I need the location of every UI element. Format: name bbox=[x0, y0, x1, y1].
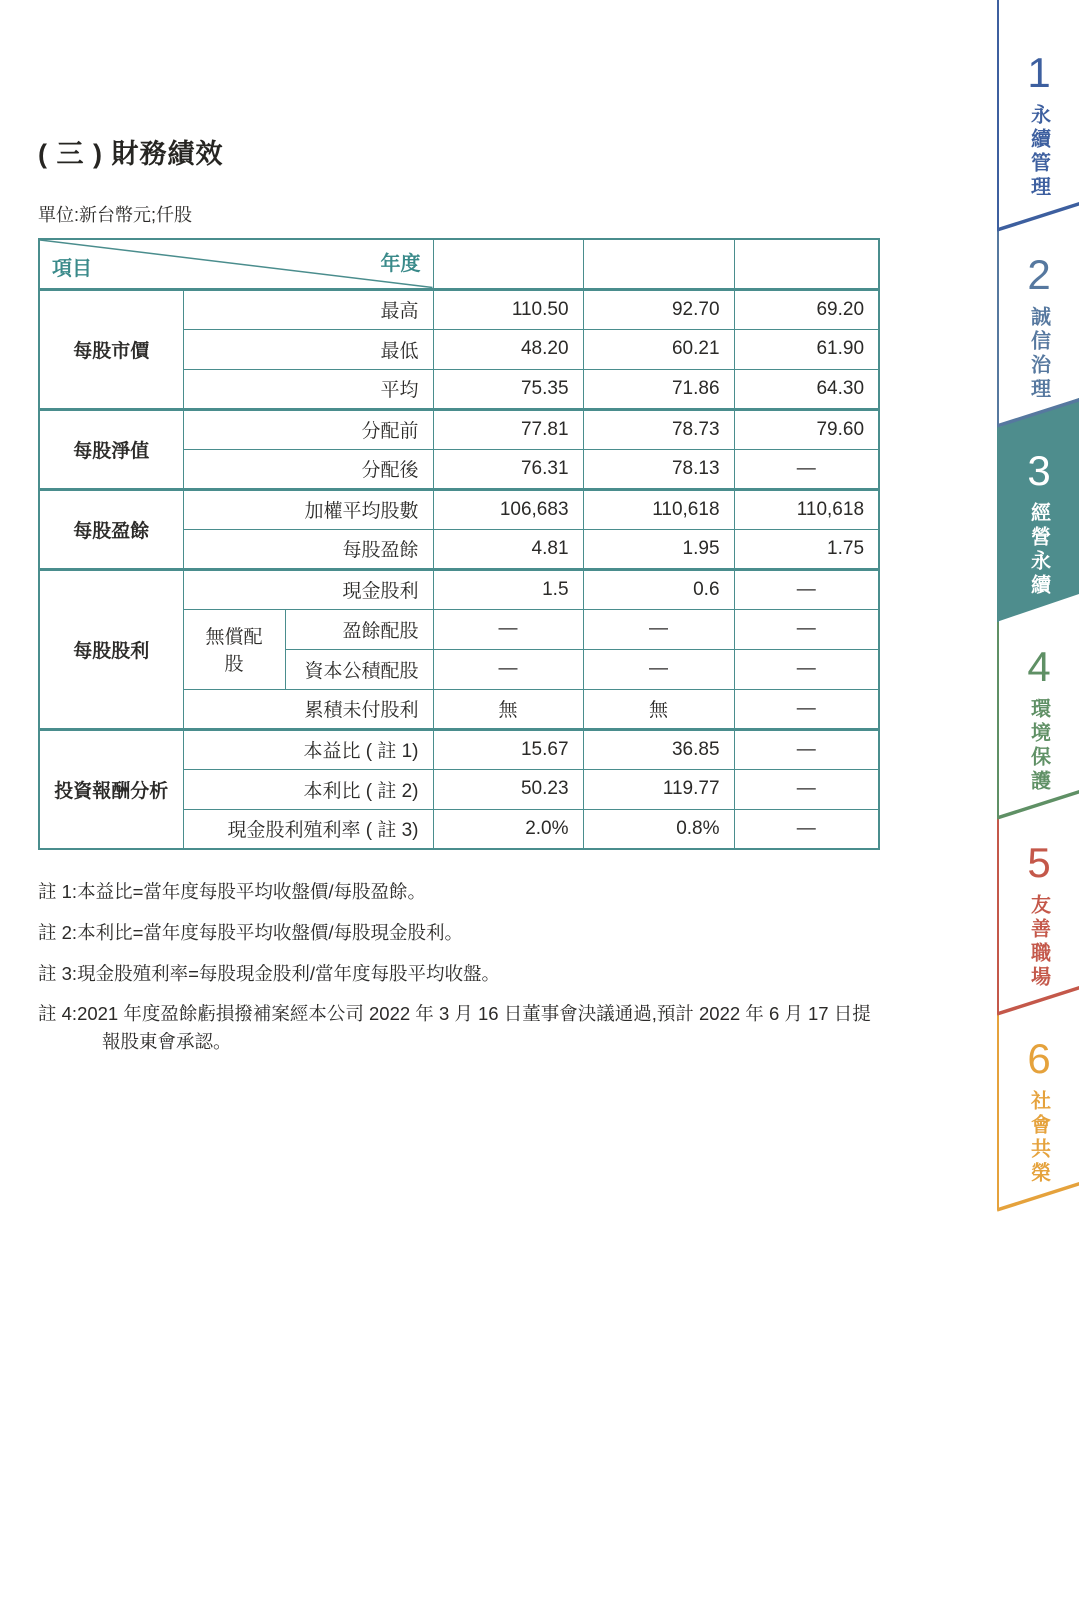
tab-divider-slash bbox=[997, 788, 1079, 820]
corner-label-item: 項目 bbox=[52, 257, 92, 280]
cell-value: — bbox=[734, 809, 879, 849]
footnote-2: 註 2:本利比=當年度每股平均收盤價/每股現金股利。 bbox=[38, 921, 464, 943]
row-label: 平均 bbox=[183, 369, 433, 409]
table-row bbox=[39, 729, 879, 769]
chapter-label: 環境保護 bbox=[1027, 698, 1050, 794]
cell-value: 2.0% bbox=[433, 809, 583, 849]
cell-value: 60.21 bbox=[583, 329, 734, 369]
cell-value: 4.81 bbox=[433, 529, 583, 569]
section-heading: ( 三 ) 財務績效 bbox=[38, 139, 224, 169]
cell-value: 110,618 bbox=[583, 489, 734, 529]
cell-value: — bbox=[734, 729, 879, 769]
cell-value: 1.75 bbox=[734, 529, 879, 569]
cell-value: — bbox=[583, 609, 734, 649]
cell-value: 無 bbox=[583, 689, 734, 729]
chapter-number: 1 bbox=[1027, 49, 1051, 96]
cell-value: 78.73 bbox=[583, 409, 734, 449]
row-label: 每股盈餘 bbox=[183, 529, 433, 569]
chapter-number: 5 bbox=[1027, 839, 1051, 886]
column-header-2022-line2: 3 月 31 日 bbox=[763, 264, 850, 286]
column-header-2022-line1: 截至 2022 年 bbox=[751, 241, 862, 262]
chapter-tab-1-sustainability-management[interactable] bbox=[997, 0, 1079, 230]
cell-value: 0.8% bbox=[583, 809, 734, 849]
chapter-label: 社會共榮 bbox=[1027, 1090, 1050, 1186]
cell-value: — bbox=[433, 649, 583, 689]
column-header-2020: 2020 年 bbox=[433, 239, 583, 289]
chapter-number: 6 bbox=[1027, 1035, 1051, 1082]
cell-value: 75.35 bbox=[433, 369, 583, 409]
page-content bbox=[38, 0, 878, 1069]
row-label: 分配前 bbox=[183, 409, 433, 449]
corner-label-year: 年度 bbox=[380, 253, 421, 275]
cell-value: — bbox=[433, 609, 583, 649]
cell-value: 48.20 bbox=[433, 329, 583, 369]
table-header-row bbox=[39, 239, 879, 289]
cell-value: — bbox=[734, 609, 879, 649]
cell-value: 76.31 bbox=[433, 449, 583, 489]
chapter-number: 2 bbox=[1027, 251, 1051, 298]
row-label: 最低 bbox=[183, 329, 433, 369]
cell-value: 50.23 bbox=[433, 769, 583, 809]
chapter-label: 永續管理 bbox=[1027, 104, 1050, 200]
cell-value: 110,618 bbox=[734, 489, 879, 529]
row-label: 累積未付股利 bbox=[183, 689, 433, 729]
cell-value: 106,683 bbox=[433, 489, 583, 529]
cell-value: 15.67 bbox=[433, 729, 583, 769]
cell-value: 110.50 bbox=[433, 289, 583, 329]
chapter-tab-5-friendly-workplace[interactable] bbox=[997, 818, 1079, 1014]
column-header-2021: 2021 年 bbox=[583, 239, 734, 289]
cell-value: 1.95 bbox=[583, 529, 734, 569]
cell-value: 1.5 bbox=[433, 569, 583, 609]
cell-value: 79.60 bbox=[734, 409, 879, 449]
cell-value: 71.86 bbox=[583, 369, 734, 409]
row-label: 加權平均股數 bbox=[183, 489, 433, 529]
tab-divider-slash bbox=[997, 984, 1079, 1016]
chapter-tab-4-environmental-protection[interactable] bbox=[997, 622, 1079, 818]
cell-value: 無 bbox=[433, 689, 583, 729]
group-label-dividend: 每股股利 bbox=[39, 569, 183, 729]
unit-label: 單位:新台幣元;仟股 bbox=[38, 205, 193, 225]
footnotes bbox=[38, 878, 878, 1056]
cell-value: — bbox=[734, 649, 879, 689]
row-label: 資本公積配股 bbox=[285, 649, 433, 689]
cell-value: — bbox=[734, 769, 879, 809]
table-row bbox=[39, 409, 879, 449]
footnote-1: 註 1:本益比=當年度每股平均收盤價/每股盈餘。 bbox=[38, 881, 427, 902]
financial-performance-table bbox=[38, 238, 880, 850]
group-label-net-value: 每股淨值 bbox=[39, 409, 183, 489]
table-row bbox=[39, 489, 879, 529]
row-label: 本利比 ( 註 2) bbox=[183, 769, 433, 809]
cell-value: — bbox=[583, 649, 734, 689]
cell-value: — bbox=[734, 689, 879, 729]
row-label: 最高 bbox=[183, 289, 433, 329]
chapter-tab-rail bbox=[997, 0, 1079, 1215]
chapter-tab-6-social-prosperity[interactable] bbox=[997, 1014, 1079, 1210]
row-label: 現金股利 bbox=[183, 569, 433, 609]
chapter-label: 誠信治理 bbox=[1027, 306, 1050, 402]
footnote-3: 註 3:現金股殖利率=每股現金股利/當年度每股平均收盤。 bbox=[38, 962, 501, 984]
chapter-label: 經營永續 bbox=[1027, 502, 1050, 598]
group-label-stock-grant: 無償配股 bbox=[183, 609, 285, 689]
cell-value: 77.81 bbox=[433, 409, 583, 449]
table-row bbox=[39, 289, 879, 329]
diagonal-divider bbox=[40, 240, 433, 288]
row-label: 現金股利殖利率 ( 註 3) bbox=[183, 809, 433, 849]
cell-value: 36.85 bbox=[583, 729, 734, 769]
cell-value: 61.90 bbox=[734, 329, 879, 369]
table-row bbox=[39, 569, 879, 609]
row-label: 盈餘配股 bbox=[285, 609, 433, 649]
cell-value: 0.6 bbox=[583, 569, 734, 609]
cell-value: 64.30 bbox=[734, 369, 879, 409]
tab-divider-slash bbox=[997, 396, 1079, 428]
chapter-label: 友善職場 bbox=[1027, 894, 1050, 990]
cell-value: 92.70 bbox=[583, 289, 734, 329]
tab-divider-slash bbox=[997, 200, 1079, 232]
row-label: 本益比 ( 註 1) bbox=[183, 729, 433, 769]
cell-value: 69.20 bbox=[734, 289, 879, 329]
cell-value: — bbox=[734, 449, 879, 489]
cell-value: 78.13 bbox=[583, 449, 734, 489]
cell-value: 119.77 bbox=[583, 769, 734, 809]
group-label-eps: 每股盈餘 bbox=[39, 489, 183, 569]
group-label-roi: 投資報酬分析 bbox=[39, 729, 183, 849]
chapter-number: 3 bbox=[1027, 447, 1051, 494]
table-corner-cell bbox=[39, 239, 433, 289]
chapter-tab-3-operational-sustainability[interactable] bbox=[997, 426, 1079, 622]
footnote-4: 註 4:2021 年度盈餘虧損撥補案經本公司 2022 年 3 月 16 日董事會決議通過,預計 2022 年 6 月 17 日提報股東會承認。 bbox=[38, 1003, 871, 1052]
cell-value: — bbox=[734, 569, 879, 609]
row-label: 分配後 bbox=[183, 449, 433, 489]
chapter-number: 4 bbox=[1027, 643, 1051, 690]
tab-divider-slash bbox=[997, 1180, 1079, 1212]
group-label-market-price: 每股市價 bbox=[39, 289, 183, 409]
column-header-2022 bbox=[734, 239, 879, 289]
chapter-tab-2-integrity-governance[interactable] bbox=[997, 230, 1079, 426]
